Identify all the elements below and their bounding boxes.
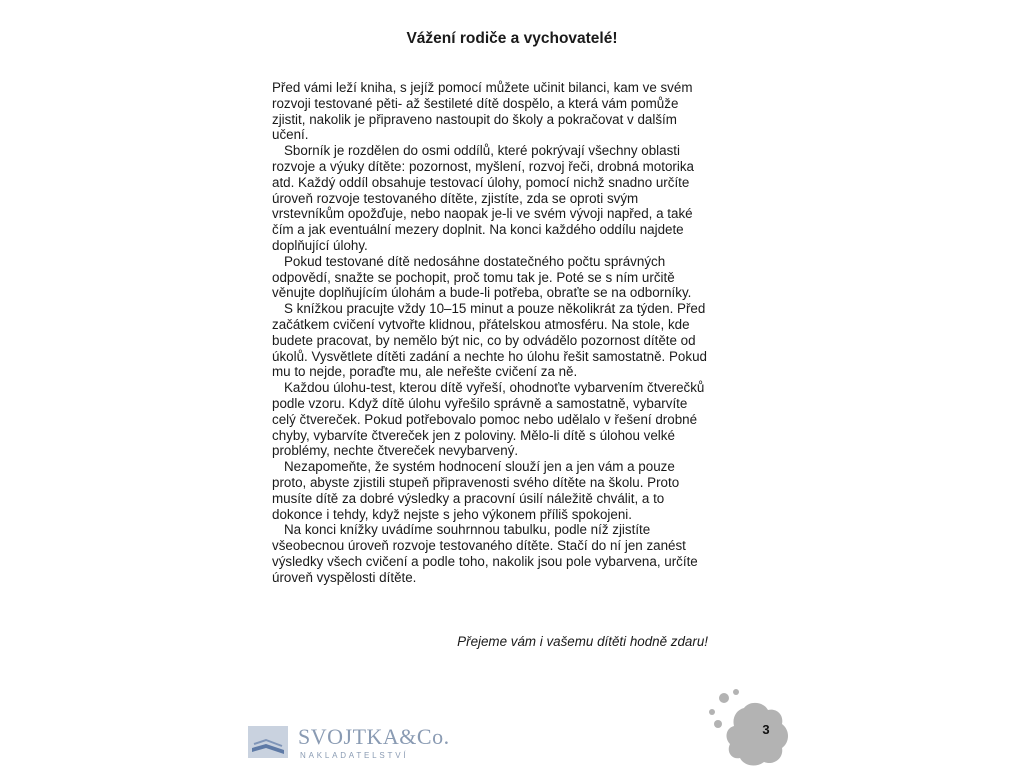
paragraph: S knížkou pracujte vždy 10–15 minut a pouze několikrát za týden. Před začátkem cvičení vytvořte klidnou, přátelskou atmosféru. Na stole, kde budete pracovat, by nemělo být nic, co by odvádělo pozornost dítěte od úkolů. Vysvětlete dítěti zadání a nechte ho úlohu řešit samostatně. Pokud mu to nejde, poraďte mu, ale neřešte cvičení za ně. (272, 301, 707, 380)
paragraph: Před vámi leží kniha, s jejíž pomocí můžete učinit bilanci, kam ve svém rozvoji testované pěti- až šestileté dítě dospělo, a která vám pomůže zjistit, nakolik je připraveno nastoupit do školy a pokračovat v dalším učení. (272, 80, 693, 143)
page-title: Vážení rodiče a vychovatelé! (406, 30, 618, 47)
paragraph: Každou úlohu-test, kterou dítě vyřeší, ohodnoťte vybarvením čtverečků podle vzoru. Když dítě úlohu vyřešilo správně a samostatně, vybarvíte celý čtvereček. Pokud potřebovalo pomoc nebo udělalo v řešení drobné chyby, vybarvíte čtvereček jen z poloviny. Mělo-li dítě s úlohou velké problémy, nechte čtvereček nevybarvený. (272, 380, 705, 459)
paragraph: Nezapomeňte, že systém hodnocení slouží jen a jen vám a pouze proto, abyste zjistili stupeň připravenosti svého dítěte na školu. Proto musíte dítě za dobré výsledky a pracovní úsilí náležitě chválit, a to dokonce i tehdy, když nejste s jeho výkonem příliš spokojeni. (272, 459, 680, 522)
publisher-name: SVOJTKA&Co. (298, 724, 450, 749)
closing-wish: Přejeme vám i vašemu dítěti hodně zdaru! (457, 634, 708, 649)
paragraph: Na konci knížky uvádíme souhrnnou tabulku, podle níž zjistíte všeobecnou úroveň rozvoje testovaného dítěte. Stačí do ní jen zanést výsledky všech cvičení a podle toho, nakolik jsou pole vybarvena, určíte úroveň vyspělosti dítěte. (272, 522, 698, 585)
paragraph: Pokud testované dítě nedosáhne dostatečného počtu správných odpovědí, snažte se pochopit, proč tomu tak je. Poté se s ním určitě věnujte doplňujícím úlohám a bude-li potřeba, obraťte se na odborníky. (272, 253, 692, 301)
body-text (272, 80, 712, 586)
page-number: 3 (762, 722, 770, 737)
ink-splat-icon (704, 684, 794, 768)
book-icon (248, 724, 292, 760)
publisher-subtitle: NAKLADATELSTVÍ (300, 751, 409, 760)
paragraph: Sborník je rozdělen do osmi oddílů, které pokrývají všechny oblasti rozvoje a výuky dítěte: pozornost, myšlení, rozvoj řeči, drobná motorika atd. Každý oddíl obsahuje testovací úlohy, pomocí nichž snadno určíte úroveň rozvoje testovaného dítěte, zjistíte, zda se oproti svým vrstevníkům opožďuje, nebo naopak je-li ve svém vývoji napřed, a také čím a jak eventuální mezery doplnit. Na konci každého oddílu najdete doplňující úlohy. (272, 143, 694, 253)
publisher-logo (248, 724, 468, 764)
